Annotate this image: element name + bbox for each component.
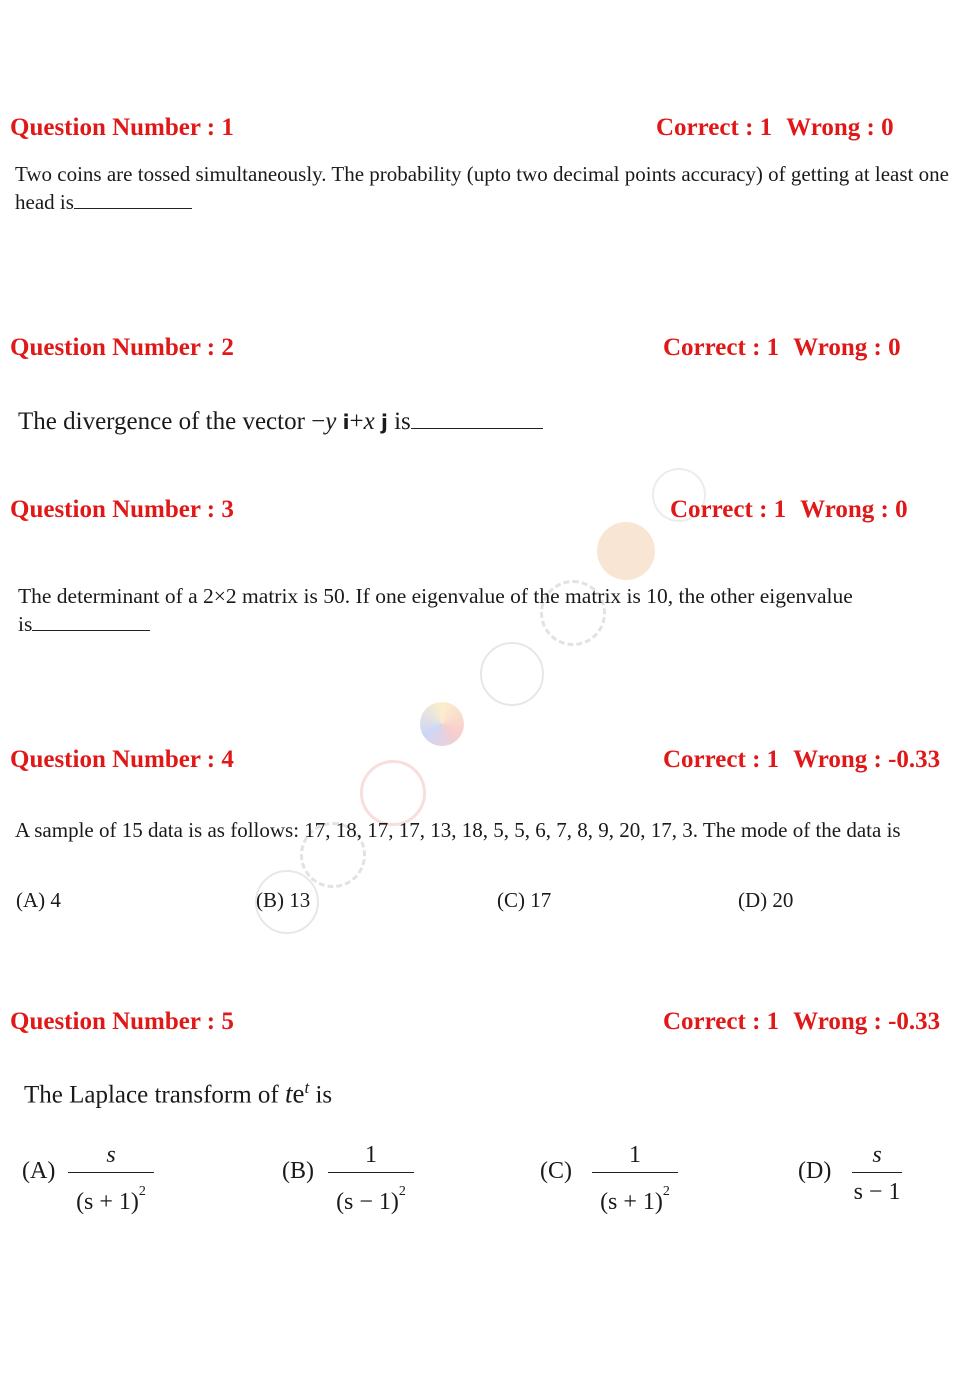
question-4-number: Question Number : 4 [10,746,234,773]
fraction [852,1140,902,1209]
option-label: (A) [22,1158,56,1184]
question-1-text [15,160,960,216]
option-label: (D) [798,1158,832,1184]
fraction-bar [328,1172,414,1173]
question-4-header [10,746,957,780]
answer-blank[interactable] [74,190,192,209]
option-b[interactable] [282,1140,432,1220]
question-5-header [10,1008,957,1042]
answer-blank[interactable] [32,612,150,631]
question-3-wrong: Wrong : 0 [800,496,908,523]
question-4-correct: Correct : 1 [663,746,780,773]
math-e: e [292,1078,305,1109]
math-x: x [363,408,375,435]
fraction-numerator: s [872,1142,882,1168]
question-2-number: Question Number : 2 [10,334,234,361]
option-b[interactable]: (B) 13 [256,888,311,912]
question-5-correct: Correct : 1 [663,1008,780,1035]
option-c[interactable]: (C) 17 [497,888,552,912]
question-3-line-1: The determinant of a 2×2 matrix is 50. If one eigenvalue of the matrix is 10, the other eigenvalue [18,584,853,608]
question-2-wrong: Wrong : 0 [793,334,901,361]
fraction-numerator: 1 [629,1142,641,1168]
question-3-text [18,582,963,638]
question-5-statement: The Laplace transform of [24,1081,279,1109]
watermark-emblem [420,702,464,746]
math-unit-j: j [380,410,388,434]
question-2-header [10,334,957,368]
vector-expression [311,408,394,435]
question-2-text [18,408,963,436]
fraction [328,1140,414,1219]
fraction [592,1140,678,1219]
fraction-denominator: $(s + 1)^2$ [76,1184,146,1215]
question-3-is: is [18,612,33,636]
question-5-suffix: is [315,1081,333,1109]
question-3-header [10,496,957,530]
question-2-correct: Correct : 1 [663,334,780,361]
fraction-numerator: s [106,1142,116,1168]
fraction-bar [852,1172,902,1173]
question-1-statement: Two coins are tossed simultaneously. The probability (upto two decimal points accuracy) of getting at least one head is [15,162,949,214]
fraction-bar [68,1172,154,1173]
question-2-suffix: is [394,408,411,435]
question-1-header [10,114,957,148]
question-3-number: Question Number : 3 [10,496,234,523]
question-1-wrong: Wrong : 0 [786,114,894,141]
option-label: (B) [282,1158,314,1184]
fraction-numerator: 1 [365,1142,377,1168]
watermark-emblem [597,522,655,580]
option-d[interactable]: (D) 20 [738,888,794,912]
option-label: (C) [540,1158,572,1184]
option-d[interactable] [798,1140,918,1220]
fraction-bar [592,1172,678,1173]
math-plus: + [349,408,364,435]
question-3-line-2 [18,610,963,638]
question-1-correct: Correct : 1 [656,114,773,141]
question-3-marks [670,496,922,524]
fraction [68,1140,154,1219]
math-exponent: t [304,1078,310,1097]
fraction-denominator: $(s - 1)^2$ [336,1184,406,1215]
question-4-marks [663,746,954,774]
question-4-text: A sample of 15 data is as follows: 17, 18, 17, 17, 13, 18, 5, 5, 6, 7, 8, 9, 20, 17, 3. The mode of the data is [15,818,901,842]
math-t: t [285,1078,293,1109]
option-c[interactable] [540,1140,690,1220]
question-5-wrong: Wrong : -0.33 [793,1008,941,1035]
answer-blank[interactable] [411,410,543,429]
option-a[interactable] [22,1140,172,1220]
math-minus: − [311,408,326,435]
math-unit-i: i [342,410,350,434]
fraction-denominator: s − 1 [853,1179,901,1205]
question-1-marks [656,114,908,142]
question-2-marks [663,334,915,362]
question-2-statement: The divergence of the vector [18,408,305,435]
question-1-number: Question Number : 1 [10,114,234,141]
option-a[interactable]: (A) 4 [16,888,61,912]
question-5-marks [663,1008,954,1036]
question-5-text [24,1074,969,1109]
question-3-correct: Correct : 1 [670,496,787,523]
question-5-number: Question Number : 5 [10,1008,234,1035]
question-4-wrong: Wrong : -0.33 [793,746,941,773]
watermark-emblem [480,642,544,706]
math-y: y [325,408,337,435]
fraction-denominator: $(s + 1)^2$ [600,1184,670,1215]
